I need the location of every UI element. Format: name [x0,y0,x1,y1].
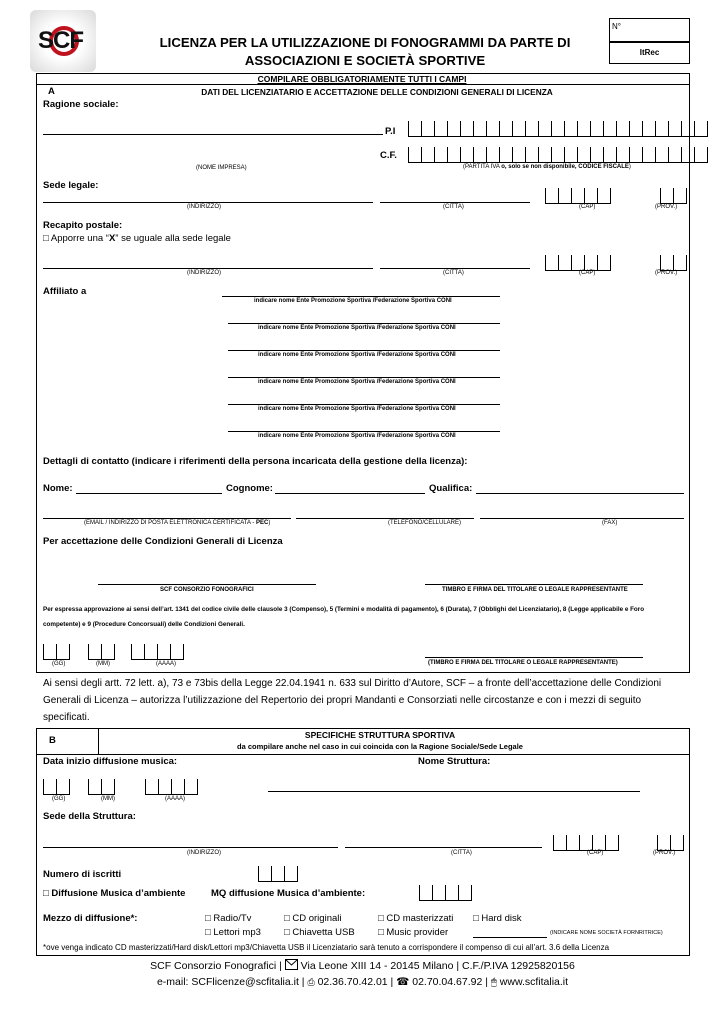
section-a-header-divider [36,84,689,85]
recapito-cap-caption: (CAP) [579,270,596,276]
scf-consorzio-caption: SCF CONSORZIO FONOGRAFICI [160,587,254,593]
numero-iscritti-label: Numero di iscritti [43,869,122,880]
legal-line-2: Generali di Licenza – autorizza l’utilizzazione del Repertorio dei propri Mandanti e Consorziati nelle circostanze e con i mezzi di seguito [43,695,642,706]
struttura-indirizzo-field[interactable] [43,847,338,848]
email-caption-post: ) [268,520,271,526]
sede-citta-field[interactable] [380,202,530,203]
footer-phone: 02.36.70.42.01 | [317,976,394,988]
sede-indirizzo-field[interactable] [43,202,373,203]
partita-iva-post: ) [628,164,631,170]
diffusione-ambiente-checkbox[interactable]: □ Diffusione Musica d’ambiente [43,888,186,899]
legal-text [43,675,688,726]
footer-line-1 [0,959,725,972]
struttura-prov-boxes[interactable] [657,835,684,851]
fax-caption: (FAX) [602,520,618,526]
mezzo-diffusione-label: Mezzo di diffusione*: [43,913,138,924]
partita-iva-pre: (PARTITA IVA [463,164,502,170]
sede-legale-label: Sede legale: [43,180,99,191]
logo-text: SCF [38,27,83,54]
footer-website[interactable]: www.scfitalia.it [499,976,569,988]
section-b-letter: B [49,735,56,746]
cognome-label: Cognome: [226,483,273,494]
mq-diffusione-label: MQ diffusione Musica d’ambiente: [211,888,366,899]
section-b-header1: SPECIFICHE STRUTTURA SPORTIVA [304,730,456,740]
opt-radio-tv[interactable]: □ Radio/Tv [205,913,252,924]
accettazione-label: Per accettazione delle Condizioni Generali di Licenza [43,536,283,547]
opt-lettori-mp3[interactable]: □ Lettori mp3 [205,927,261,938]
opt-hard-disk[interactable]: □ Hard disk [473,913,522,924]
date-b-aaaa-caption: (AAAA) [165,796,186,802]
ente-field-3[interactable] [228,350,500,351]
struttura-indirizzo-caption: (INDIRIZZO) [187,850,221,856]
recapito-indirizzo-caption: (INDIRIZZO) [187,270,221,276]
recapito-postale-label: Recapito postale: [43,220,123,231]
ente-caption-1: indicare nome Ente Promozione Sportiva /Federazione Sportiva CONI [254,298,452,304]
legal-line-1: Ai sensi degli artt. 72 lett. a), 73 e 73bis della Legge 22.04.1941 n. 633 sul Diritto d’Autore, SCF – a fronte dell’accettazione delle Condizioni [43,678,662,689]
email-caption-pre: (EMAIL / INDIRIZZO DI POSTA ELETTRONICA CERTIFICATA - [84,520,257,526]
ente-field-5[interactable] [228,404,500,405]
sede-cap-caption: (CAP) [579,204,596,210]
footer-fax: 02.70.04.67.92 | [412,976,488,988]
sede-struttura-label: Sede della Struttura: [43,811,136,822]
nome-struttura-field[interactable] [268,791,640,792]
cf-boxes[interactable] [408,147,708,163]
struttura-cap-caption: (CAP) [587,850,604,856]
approvazione-line-1: Per espressa approvazione ai sensi dell’art. 1341 del codice civile delle clausole 3 (Compenso), 5 (Termini e modalità di pagamento), 6 (Durata), 7 (Obblighi del Licenziatario), 8 (Legge applicabile e Foro [43,606,645,613]
email-field[interactable] [43,518,291,519]
nome-impresa-caption: (NOME IMPRESA) [196,165,247,171]
date-b-aaaa-boxes[interactable] [145,779,198,795]
date-a-gg-boxes[interactable] [43,644,70,660]
title-line-1: LICENZA PER LA UTILIZZAZIONE DI FONOGRAMMI DA PARTE DI [159,35,571,50]
nome-struttura-label: Nome Struttura: [418,756,491,767]
affiliato-label: Affiliato a [43,286,87,297]
sede-indirizzo-caption: (INDIRIZZO) [187,204,221,210]
sede-prov-caption: (PROV.) [655,204,678,210]
section-b-letter-cell [36,728,99,754]
qualifica-label: Qualifica: [429,483,473,494]
footer-email[interactable]: e-mail: SCFlicenze@scfitalia.it | [156,976,305,988]
ente-caption-4: indicare nome Ente Promozione Sportiva /Federazione Sportiva CONI [258,379,456,385]
apporre-pre: □ Apporre una “ [43,233,109,244]
nome-field[interactable] [76,493,222,494]
envelope-icon [285,959,298,970]
cognome-field[interactable] [275,493,425,494]
date-a-aaaa-caption: (AAAA) [156,661,177,667]
date-b-gg-boxes[interactable] [43,779,70,795]
section-b-header-divider [36,754,689,755]
section-a-header1: COMPILARE OBBLIGATORIAMENTE TUTTI I CAMPI [257,74,467,84]
recapito-prov-boxes[interactable] [660,255,687,271]
ragione-sociale-field[interactable] [43,134,383,135]
date-a-aaaa-boxes[interactable] [131,644,184,660]
struttura-citta-caption: (CITTA) [451,850,472,856]
apporre-post: ” se uguale alla sede legale [115,233,231,244]
document-title [130,34,600,70]
timbro-caption-2: (TIMBRO E FIRMA DEL TITOLARE O LEGALE RAPPRESENTANTE) [428,660,618,666]
telefono-caption: (TELEFONO/CELLULARE) [388,520,462,526]
fax-field[interactable] [480,518,684,519]
ente-field-1[interactable] [222,296,500,297]
opt-chiavetta-usb[interactable]: □ Chiavetta USB [284,927,355,938]
section-b-footnote: *ove venga indicato CD masterizzati/Hard disk/Lettori mp3/Chiavetta USB il Licenziatario sarà tenuto a corrispondere il compenso di cui all’art. 3.6 della Licenza [43,943,610,952]
sede-prov-boxes[interactable] [660,188,687,204]
recapito-citta-caption: (CITTA) [443,270,464,276]
number-label: N° [612,22,621,31]
date-a-mm-caption: (MM) [96,661,110,667]
date-b-mm-caption: (MM) [101,796,115,802]
partita-iva-mid: o, solo se non disponibile, CODICE FISCALE [501,164,629,170]
recapito-cap-boxes[interactable] [545,255,611,271]
sede-cap-boxes[interactable] [545,188,611,204]
email-caption-pec: PEC [256,520,269,526]
timbro-caption-1: TIMBRO E FIRMA DEL TITOLARE O LEGALE RAPPRESENTANTE [442,587,628,593]
section-a-frame [36,73,690,673]
telefono-field[interactable] [296,518,474,519]
timbro-signature-line-1[interactable] [425,584,643,585]
fax-machine-icon: ⎙ [307,977,315,987]
pi-boxes[interactable] [408,121,708,137]
struttura-citta-field[interactable] [345,847,542,848]
opt-cd-masterizzati[interactable]: □ CD masterizzati [378,913,454,924]
ente-caption-5: indicare nome Ente Promozione Sportiva /Federazione Sportiva CONI [258,406,456,412]
struttura-cap-boxes[interactable] [553,835,619,851]
footer-line-2 [0,976,725,988]
ente-field-2[interactable] [228,323,500,324]
ente-field-4[interactable] [228,377,500,378]
partita-iva-caption [463,164,631,170]
footer-company: SCF Consorzio Fonografici | [150,960,282,972]
legal-line-3: specificati. [43,712,90,723]
section-a-letter: A [48,86,55,97]
pi-label: P.I [385,126,396,137]
sede-citta-caption: (CITTA) [443,204,464,210]
ente-caption-6: indicare nome Ente Promozione Sportiva /Federazione Sportiva CONI [258,433,456,439]
indicare-fornitrice-caption: (INDICARE NOME SOCIETÀ FORNRITRICE) [550,930,663,936]
ente-caption-2: indicare nome Ente Promozione Sportiva /Federazione Sportiva CONI [258,325,456,331]
music-provider-field[interactable] [473,937,547,938]
recapito-indirizzo-field[interactable] [43,268,373,269]
ragione-sociale-label: Ragione sociale: [43,99,119,110]
scf-logo [30,10,96,72]
number-box [609,18,690,42]
numero-iscritti-boxes[interactable] [258,866,298,882]
cf-label: C.F. [380,150,397,161]
telephone-icon: ☎ [396,976,410,988]
data-inizio-label: Data inizio diffusione musica: [43,756,178,767]
scf-signature-line[interactable] [98,584,316,585]
recapito-prov-caption: (PROV.) [655,270,678,276]
apporre-x-checkbox[interactable] [43,233,231,244]
title-line-2: ASSOCIAZIONI E SOCIETÀ SPORTIVE [244,53,486,68]
date-b-mm-boxes[interactable] [88,779,115,795]
ente-field-6[interactable] [228,431,500,432]
section-a-header2: DATI DEL LICENZIATARIO E ACCETTAZIONE DELLE CONDIZIONI GENERALI DI LICENZA [201,87,553,97]
timbro-signature-line-2[interactable] [425,657,643,658]
approvazione-line-2: competente) e 9 (Procedure Concorsuali) delle Condizioni Generali. [43,621,245,628]
apporre-x: X [108,233,116,244]
code-value: ItRec [639,48,660,57]
date-b-gg-caption: (GG) [52,796,66,802]
date-a-gg-caption: (GG) [52,661,66,667]
mq-diffusione-boxes[interactable] [419,885,472,901]
dettagli-label: Dettagli di contatto (indicare i riferimenti della persona incaricata della gestione della licenza): [43,456,468,467]
footer-address: Via Leone XIII 14 - 20145 Milano | C.F./P.IVA 12925820156 [300,960,575,972]
opt-music-provider[interactable]: □ Music provider [378,927,449,938]
ente-caption-3: indicare nome Ente Promozione Sportiva /Federazione Sportiva CONI [258,352,456,358]
code-box [609,42,690,64]
mouse-icon: 🖱 [490,977,497,988]
nome-label: Nome: [43,483,73,494]
recapito-citta-field[interactable] [380,268,530,269]
opt-cd-originali[interactable]: □ CD originali [284,913,342,924]
struttura-prov-caption: (PROV.) [653,850,676,856]
email-caption [84,520,270,526]
qualifica-field[interactable] [476,493,684,494]
section-b-header2: da compilare anche nel caso in cui coincida con la Ragione Sociale/Sede Legale [237,742,523,751]
date-a-mm-boxes[interactable] [88,644,115,660]
